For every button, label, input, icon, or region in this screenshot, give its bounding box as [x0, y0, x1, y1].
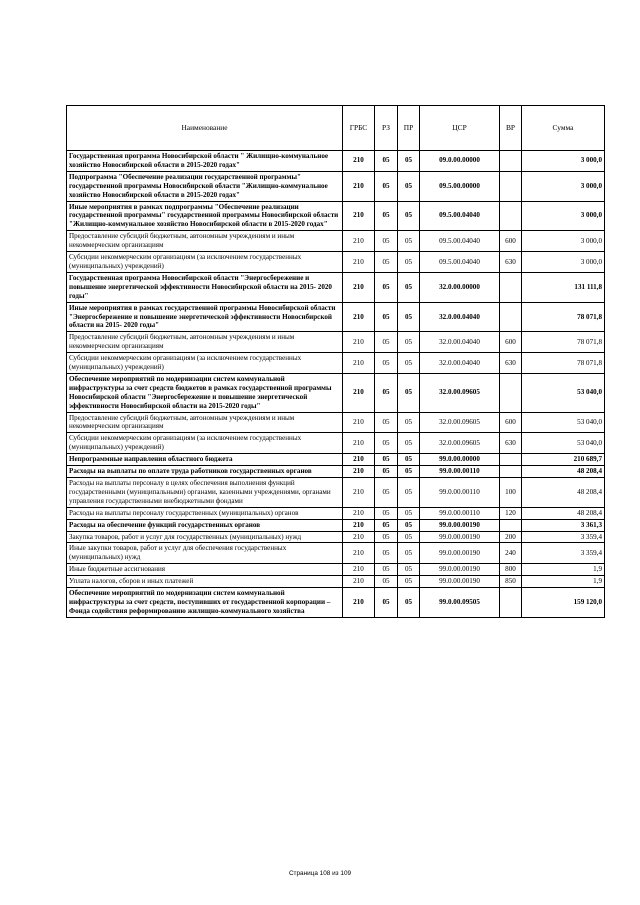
cell-rz: 05	[375, 353, 398, 374]
cell-pr: 05	[398, 231, 420, 252]
cell-pr: 05	[398, 588, 420, 618]
cell-pr: 05	[398, 412, 420, 433]
cell-sum: 48 208,4	[522, 507, 605, 519]
table-row	[67, 454, 605, 466]
cell-vr	[500, 466, 522, 478]
cell-csr: 99.0.00.00190	[420, 519, 500, 531]
cell-name: Государственная программа Новосибирской области " Жилищно-коммунальное хозяйство Новосибирской области в 2015-2020 годах"	[67, 151, 343, 172]
cell-vr: 240	[500, 543, 522, 564]
cell-csr: 99.0.00.00190	[420, 543, 500, 564]
table-row	[67, 231, 605, 252]
table-row	[67, 151, 605, 172]
cell-rz: 05	[375, 564, 398, 576]
cell-sum: 3 000,0	[522, 151, 605, 172]
table-row	[67, 302, 605, 332]
cell-csr: 99.0.00.09505	[420, 588, 500, 618]
cell-sum: 159 120,0	[522, 588, 605, 618]
header-grbs: ГРБС	[343, 106, 375, 151]
cell-grbs: 210	[343, 231, 375, 252]
cell-rz: 05	[375, 531, 398, 543]
cell-pr: 05	[398, 151, 420, 172]
cell-rz: 05	[375, 466, 398, 478]
cell-sum: 3 000,0	[522, 252, 605, 273]
cell-sum: 3 000,0	[522, 201, 605, 231]
cell-grbs: 210	[343, 507, 375, 519]
cell-vr: 100	[500, 478, 522, 508]
cell-csr: 32.0.00.09605	[420, 373, 500, 412]
cell-pr: 05	[398, 478, 420, 508]
cell-pr: 05	[398, 433, 420, 454]
cell-rz: 05	[375, 478, 398, 508]
cell-grbs: 210	[343, 466, 375, 478]
cell-pr: 05	[398, 332, 420, 353]
table-row	[67, 201, 605, 231]
cell-csr: 99.0.00.00000	[420, 454, 500, 466]
cell-sum: 3 359,4	[522, 543, 605, 564]
cell-name: Предоставление субсидий бюджетным, автономным учреждениям и иным некоммерческим организациям	[67, 332, 343, 353]
cell-pr: 05	[398, 564, 420, 576]
cell-csr: 99.0.00.00190	[420, 576, 500, 588]
table-body	[67, 106, 605, 618]
cell-grbs: 210	[343, 531, 375, 543]
cell-rz: 05	[375, 302, 398, 332]
cell-vr	[500, 373, 522, 412]
cell-name: Обеспечение мероприятий по модернизации систем коммунальной инфраструктуры за счет средств бюджетов в рамках государственной программы Новосибирской области "Энергосбережение и повышение энергетической эффективности Новосибирской области на 2015-2020 годы"	[67, 373, 343, 412]
cell-pr: 05	[398, 466, 420, 478]
cell-name: Иные мероприятия в рамках государственной программы Новосибирской области "Энергосбережение и повышение энергетической эффективности Новосибирской области на 2015- 2020 годы"	[67, 302, 343, 332]
cell-sum: 78 071,8	[522, 332, 605, 353]
cell-grbs: 210	[343, 433, 375, 454]
cell-rz: 05	[375, 201, 398, 231]
table-row	[67, 272, 605, 302]
cell-sum: 3 359,4	[522, 531, 605, 543]
cell-grbs: 210	[343, 543, 375, 564]
cell-rz: 05	[375, 332, 398, 353]
cell-rz: 05	[375, 507, 398, 519]
cell-vr	[500, 588, 522, 618]
cell-grbs: 210	[343, 151, 375, 172]
cell-sum: 53 040,0	[522, 412, 605, 433]
table-row	[67, 531, 605, 543]
cell-name: Субсидии некоммерческим организациям (за исключением государственных (муниципальных) учреждений)	[67, 433, 343, 454]
cell-rz: 05	[375, 543, 398, 564]
cell-pr: 05	[398, 353, 420, 374]
table-row	[67, 478, 605, 508]
cell-vr: 850	[500, 576, 522, 588]
cell-name: Предоставление субсидий бюджетным, автономным учреждениям и иным некоммерческим организациям	[67, 231, 343, 252]
cell-csr: 32.0.00.04040	[420, 353, 500, 374]
table-row	[67, 588, 605, 618]
table-row	[67, 171, 605, 201]
cell-pr: 05	[398, 454, 420, 466]
cell-rz: 05	[375, 231, 398, 252]
header-rz: РЗ	[375, 106, 398, 151]
cell-name: Закупка товаров, работ и услуг для государственных (муниципальных) нужд	[67, 531, 343, 543]
table-row	[67, 332, 605, 353]
cell-rz: 05	[375, 171, 398, 201]
header-sum: Сумма	[522, 106, 605, 151]
cell-sum: 131 111,8	[522, 272, 605, 302]
cell-csr: 99.0.00.00110	[420, 466, 500, 478]
cell-csr: 09.0.00.00000	[420, 151, 500, 172]
header-name: Наименование	[67, 106, 343, 151]
cell-vr: 200	[500, 531, 522, 543]
cell-sum: 1,9	[522, 564, 605, 576]
cell-sum: 1,9	[522, 576, 605, 588]
cell-vr: 630	[500, 433, 522, 454]
cell-vr: 600	[500, 332, 522, 353]
cell-pr: 05	[398, 272, 420, 302]
table-row	[67, 519, 605, 531]
cell-pr: 05	[398, 576, 420, 588]
cell-vr: 600	[500, 412, 522, 433]
cell-name: Подпрограмма "Обеспечение реализации государственной программы" государственной программы Новосибирской области "Жилищно-коммунальное хозяйство Новосибирской области в 2015-2020 годах"	[67, 171, 343, 201]
cell-vr: 630	[500, 252, 522, 273]
cell-sum: 53 040,0	[522, 433, 605, 454]
cell-vr: 120	[500, 507, 522, 519]
cell-sum: 48 208,4	[522, 478, 605, 508]
cell-name: Предоставление субсидий бюджетным, автономным учреждениям и иным некоммерческим организациям	[67, 412, 343, 433]
cell-grbs: 210	[343, 576, 375, 588]
cell-grbs: 210	[343, 478, 375, 508]
cell-csr: 99.0.00.00190	[420, 531, 500, 543]
cell-pr: 05	[398, 519, 420, 531]
cell-grbs: 210	[343, 171, 375, 201]
cell-pr: 05	[398, 507, 420, 519]
cell-grbs: 210	[343, 519, 375, 531]
cell-csr: 32.0.00.04040	[420, 302, 500, 332]
cell-vr	[500, 519, 522, 531]
cell-name: Субсидии некоммерческим организациям (за исключением государственных (муниципальных) учреждений)	[67, 252, 343, 273]
cell-csr: 09.5.00.00000	[420, 171, 500, 201]
cell-pr: 05	[398, 252, 420, 273]
cell-vr	[500, 201, 522, 231]
cell-sum: 210 689,7	[522, 454, 605, 466]
cell-grbs: 210	[343, 353, 375, 374]
table-row	[67, 543, 605, 564]
cell-rz: 05	[375, 412, 398, 433]
table-row	[67, 353, 605, 374]
cell-grbs: 210	[343, 564, 375, 576]
cell-grbs: 210	[343, 454, 375, 466]
table-row	[67, 433, 605, 454]
cell-grbs: 210	[343, 201, 375, 231]
cell-grbs: 210	[343, 272, 375, 302]
cell-name: Расходы на выплаты по оплате труда работников государственных органов	[67, 466, 343, 478]
table-row	[67, 507, 605, 519]
header-pr: ПР	[398, 106, 420, 151]
cell-name: Иные мероприятия в рамках подпрограммы "Обеспечение реализации государственной программы" государственной программы Новосибирской области "Жилищно-коммунальное хозяйство Новосибирской области в 2015-2020 годах"	[67, 201, 343, 231]
cell-grbs: 210	[343, 302, 375, 332]
budget-table	[66, 105, 605, 618]
cell-name: Обеспечение мероприятий по модернизации систем коммунальной инфраструктуры за счет средств, поступивших от государственной корпорации – Фонда содействия реформированию жилищно-коммунального хозяйства	[67, 588, 343, 618]
table-row	[67, 373, 605, 412]
cell-rz: 05	[375, 272, 398, 302]
cell-sum: 78 071,8	[522, 353, 605, 374]
cell-rz: 05	[375, 588, 398, 618]
cell-pr: 05	[398, 302, 420, 332]
cell-rz: 05	[375, 151, 398, 172]
page-footer: Страница 108 из 109	[288, 870, 352, 877]
cell-vr	[500, 171, 522, 201]
cell-vr: 630	[500, 353, 522, 374]
cell-name: Расходы на выплаты персоналу государственных (муниципальных) органов	[67, 507, 343, 519]
cell-pr: 05	[398, 201, 420, 231]
cell-sum: 53 040,0	[522, 373, 605, 412]
table-row	[67, 576, 605, 588]
cell-rz: 05	[375, 252, 398, 273]
cell-name: Расходы на выплаты персоналу в целях обеспечения выполнения функций государственными (муниципальными) органами, казенными учреждениями, органами управления государственными внебюджетными фондами	[67, 478, 343, 508]
cell-vr	[500, 272, 522, 302]
table-row	[67, 412, 605, 433]
cell-vr	[500, 454, 522, 466]
cell-name: Непрограммные направления областного бюджета	[67, 454, 343, 466]
cell-name: Иные бюджетные ассигнования	[67, 564, 343, 576]
cell-rz: 05	[375, 373, 398, 412]
cell-sum: 3 000,0	[522, 171, 605, 201]
table-row	[67, 466, 605, 478]
cell-rz: 05	[375, 433, 398, 454]
cell-csr: 09.5.00.04040	[420, 201, 500, 231]
cell-csr: 99.0.00.00110	[420, 507, 500, 519]
cell-csr: 32.0.00.04040	[420, 332, 500, 353]
cell-name: Уплата налогов, сборов и иных платежей	[67, 576, 343, 588]
cell-csr: 09.5.00.04040	[420, 252, 500, 273]
cell-pr: 05	[398, 373, 420, 412]
header-csr: ЦСР	[420, 106, 500, 151]
cell-rz: 05	[375, 454, 398, 466]
cell-pr: 05	[398, 171, 420, 201]
cell-pr: 05	[398, 543, 420, 564]
cell-rz: 05	[375, 519, 398, 531]
cell-grbs: 210	[343, 252, 375, 273]
cell-csr: 32.0.00.09605	[420, 412, 500, 433]
cell-name: Расходы на обеспечение функций государственных органов	[67, 519, 343, 531]
cell-rz: 05	[375, 576, 398, 588]
cell-csr: 99.0.00.00190	[420, 564, 500, 576]
table-row	[67, 252, 605, 273]
header-row	[67, 106, 605, 151]
cell-pr: 05	[398, 531, 420, 543]
cell-vr	[500, 302, 522, 332]
cell-vr: 600	[500, 231, 522, 252]
cell-name: Иные закупки товаров, работ и услуг для обеспечения государственных (муниципальных) нужд	[67, 543, 343, 564]
cell-sum: 3 000,0	[522, 231, 605, 252]
cell-csr: 99.0.00.00110	[420, 478, 500, 508]
cell-csr: 32.0.00.00000	[420, 272, 500, 302]
cell-sum: 48 208,4	[522, 466, 605, 478]
cell-grbs: 210	[343, 588, 375, 618]
cell-grbs: 210	[343, 373, 375, 412]
cell-grbs: 210	[343, 332, 375, 353]
cell-csr: 32.0.00.09605	[420, 433, 500, 454]
cell-sum: 3 361,3	[522, 519, 605, 531]
cell-csr: 09.5.00.04040	[420, 231, 500, 252]
header-vr: ВР	[500, 106, 522, 151]
cell-grbs: 210	[343, 412, 375, 433]
cell-name: Государственная программа Новосибирской области "Энергосбережение и повышение энергетической эффективности Новосибирской области на 2015- 2020 годы"	[67, 272, 343, 302]
cell-name: Субсидии некоммерческим организациям (за исключением государственных (муниципальных) учреждений)	[67, 353, 343, 374]
cell-vr	[500, 151, 522, 172]
cell-sum: 78 071,8	[522, 302, 605, 332]
table-row	[67, 564, 605, 576]
cell-vr: 800	[500, 564, 522, 576]
